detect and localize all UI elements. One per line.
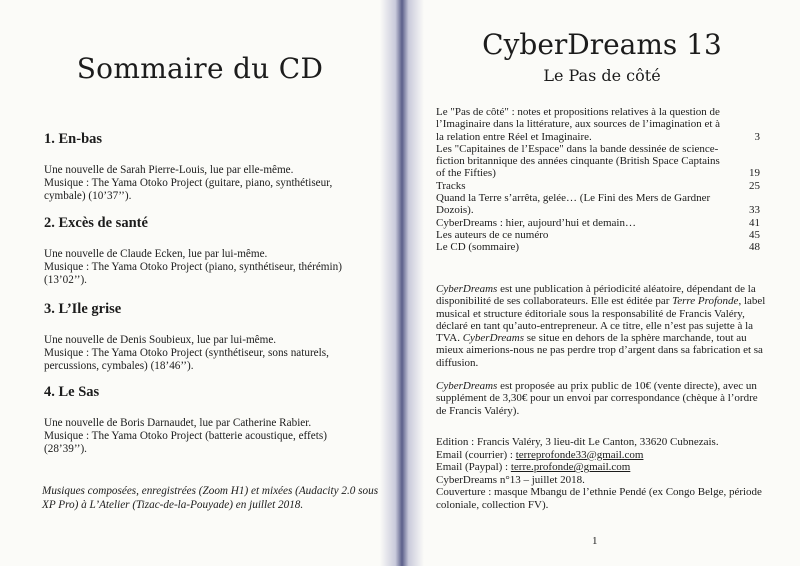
email-label: Email (courrier) : bbox=[436, 448, 516, 461]
page-number: 1 bbox=[592, 535, 598, 547]
toc-page-number: 45 bbox=[749, 228, 760, 241]
publisher-name: Terre Profonde bbox=[672, 295, 739, 308]
track-heading: 4. Le Sas bbox=[44, 384, 100, 400]
toc-entry bbox=[436, 106, 760, 143]
magazine-title: CyberDreams 13 bbox=[482, 28, 722, 61]
track-4 bbox=[44, 386, 364, 456]
cd-contents-title: Sommaire du CD bbox=[76, 52, 324, 85]
text-segment: se situe en dehors de la sphère marchande, tout au mieux aimerions-nous ne pas perdre trop d’argent dans sa fabrication et sa diffusion. bbox=[436, 332, 763, 369]
price-paragraph bbox=[436, 380, 766, 417]
edition-info bbox=[436, 436, 766, 512]
toc-entry bbox=[436, 143, 760, 180]
paypal-line bbox=[436, 461, 766, 474]
track-music: Musique : The Yama Otoko Project (synthétiseur, sons naturels, percussions, cymbales) (18’46’’). bbox=[44, 347, 329, 372]
track-music: Musique : The Yama Otoko Project (guitare, piano, synthétiseur, cymbale) (10’37’’). bbox=[44, 177, 333, 202]
toc-page-number: 19 bbox=[749, 167, 760, 180]
toc-entry-text: Les auteurs de ce numéro bbox=[436, 228, 549, 241]
toc-page-number: 25 bbox=[749, 179, 760, 192]
toc-entry-text: Quand la Terre s’arrêta, gelée… (Le Fini des Mers de Gardner Dozois). bbox=[436, 192, 711, 217]
toc-entry-text: CyberDreams : hier, aujourd’hui et demain… bbox=[436, 216, 636, 229]
issue-subtitle: Le Pas de côté bbox=[543, 66, 661, 85]
toc-entry-text: Le CD (sommaire) bbox=[436, 241, 520, 254]
track-author: Une nouvelle de Claude Ecken, lue par lui-même. bbox=[44, 248, 268, 260]
toc-page-number: 3 bbox=[754, 130, 760, 143]
toc-page-number: 41 bbox=[749, 216, 760, 229]
track-1 bbox=[44, 133, 364, 203]
paragraph-text bbox=[436, 283, 766, 369]
publisher-address: Edition : Francis Valéry, 3 lieu-dit Le Canton, 33620 Cubnezais. bbox=[436, 436, 719, 448]
track-2 bbox=[44, 217, 364, 287]
track-music: Musique : The Yama Otoko Project (piano, synthétiseur, thérémin) (13’02’’). bbox=[44, 261, 342, 286]
magazine-name: CyberDreams bbox=[436, 380, 498, 392]
text-segment: est une publication à périodicité aléatoire, dépendant de la disponibilité de ses collaborateurs. Elle est éditée par bbox=[436, 283, 756, 308]
publication-info-paragraph bbox=[436, 283, 766, 369]
paypal-email-link[interactable]: terre.profonde@gmail.com bbox=[510, 461, 631, 474]
magazine-name: CyberDreams bbox=[462, 332, 525, 345]
toc-entry bbox=[436, 180, 760, 192]
table-of-contents bbox=[436, 106, 760, 254]
track-author: Une nouvelle de Sarah Pierre-Louis, lue par elle-même. bbox=[44, 164, 294, 176]
email-link[interactable]: terreprofonde33@gmail.com bbox=[515, 448, 644, 461]
track-3 bbox=[44, 303, 364, 373]
issue-line: CyberDreams n°13 – juillet 2018. bbox=[436, 473, 585, 486]
toc-page-number: 48 bbox=[749, 241, 760, 254]
track-author: Une nouvelle de Boris Darnaudet, lue par Catherine Rabier. bbox=[44, 417, 312, 429]
track-music: Musique : The Yama Otoko Project (batterie acoustique, effets) (28’39’’). bbox=[44, 430, 327, 455]
track-heading: 2. Excès de santé bbox=[44, 215, 148, 231]
toc-entry bbox=[436, 192, 760, 217]
paragraph-text bbox=[436, 380, 766, 417]
toc-entry bbox=[436, 217, 760, 229]
magazine-name: CyberDreams bbox=[436, 283, 498, 295]
toc-page-number: 33 bbox=[749, 204, 760, 217]
track-heading: 3. L’Ile grise bbox=[44, 301, 122, 317]
toc-entry-text: Les "Capitaines de l’Espace" dans la bande dessinée de science-fiction britannique des années cinquante (British Space Captains of the Fifties) bbox=[436, 142, 720, 180]
recording-credits: Musiques composées, enregistrées (Zoom H1) et mixées (Audacity 2.0 sous XP Pro) à L’Atelier (Tizac-de-la-Pouyade) en juillet 2018. bbox=[42, 485, 379, 511]
toc-entry bbox=[436, 229, 760, 241]
toc-entry bbox=[436, 241, 760, 253]
track-author: Une nouvelle de Denis Soubieux, lue par lui-même. bbox=[44, 334, 277, 346]
cover-credit: Couverture : masque Mbangu de l’ethnie Pendé (ex Congo Belge, période coloniale, collection FV). bbox=[436, 486, 762, 511]
paypal-label: Email (Paypal) : bbox=[436, 461, 511, 474]
text-segment: , label musical et structure éditoriale sous la responsabilité de Francis Valéry, déclaré en tant qu’auto-entrepreneur. A ce titre, elle n’est pas sujette à la TVA. bbox=[436, 295, 766, 345]
toc-entry-text: Le "Pas de côté" : notes et propositions relatives à la question de l’Imaginaire dans la littérature, aux sources de l’imagination et à la relation entre Réel et Imaginaire. bbox=[436, 106, 721, 143]
email-line bbox=[436, 449, 766, 462]
toc-entry-text: Tracks bbox=[436, 179, 466, 192]
text-segment: est proposée au prix public de 10€ (vente directe), avec un supplément de 3,30€ pour un envoi par correspondance (chèque à l’ordre de Francis Valéry). bbox=[436, 380, 758, 417]
track-heading: 1. En-bas bbox=[44, 131, 103, 147]
